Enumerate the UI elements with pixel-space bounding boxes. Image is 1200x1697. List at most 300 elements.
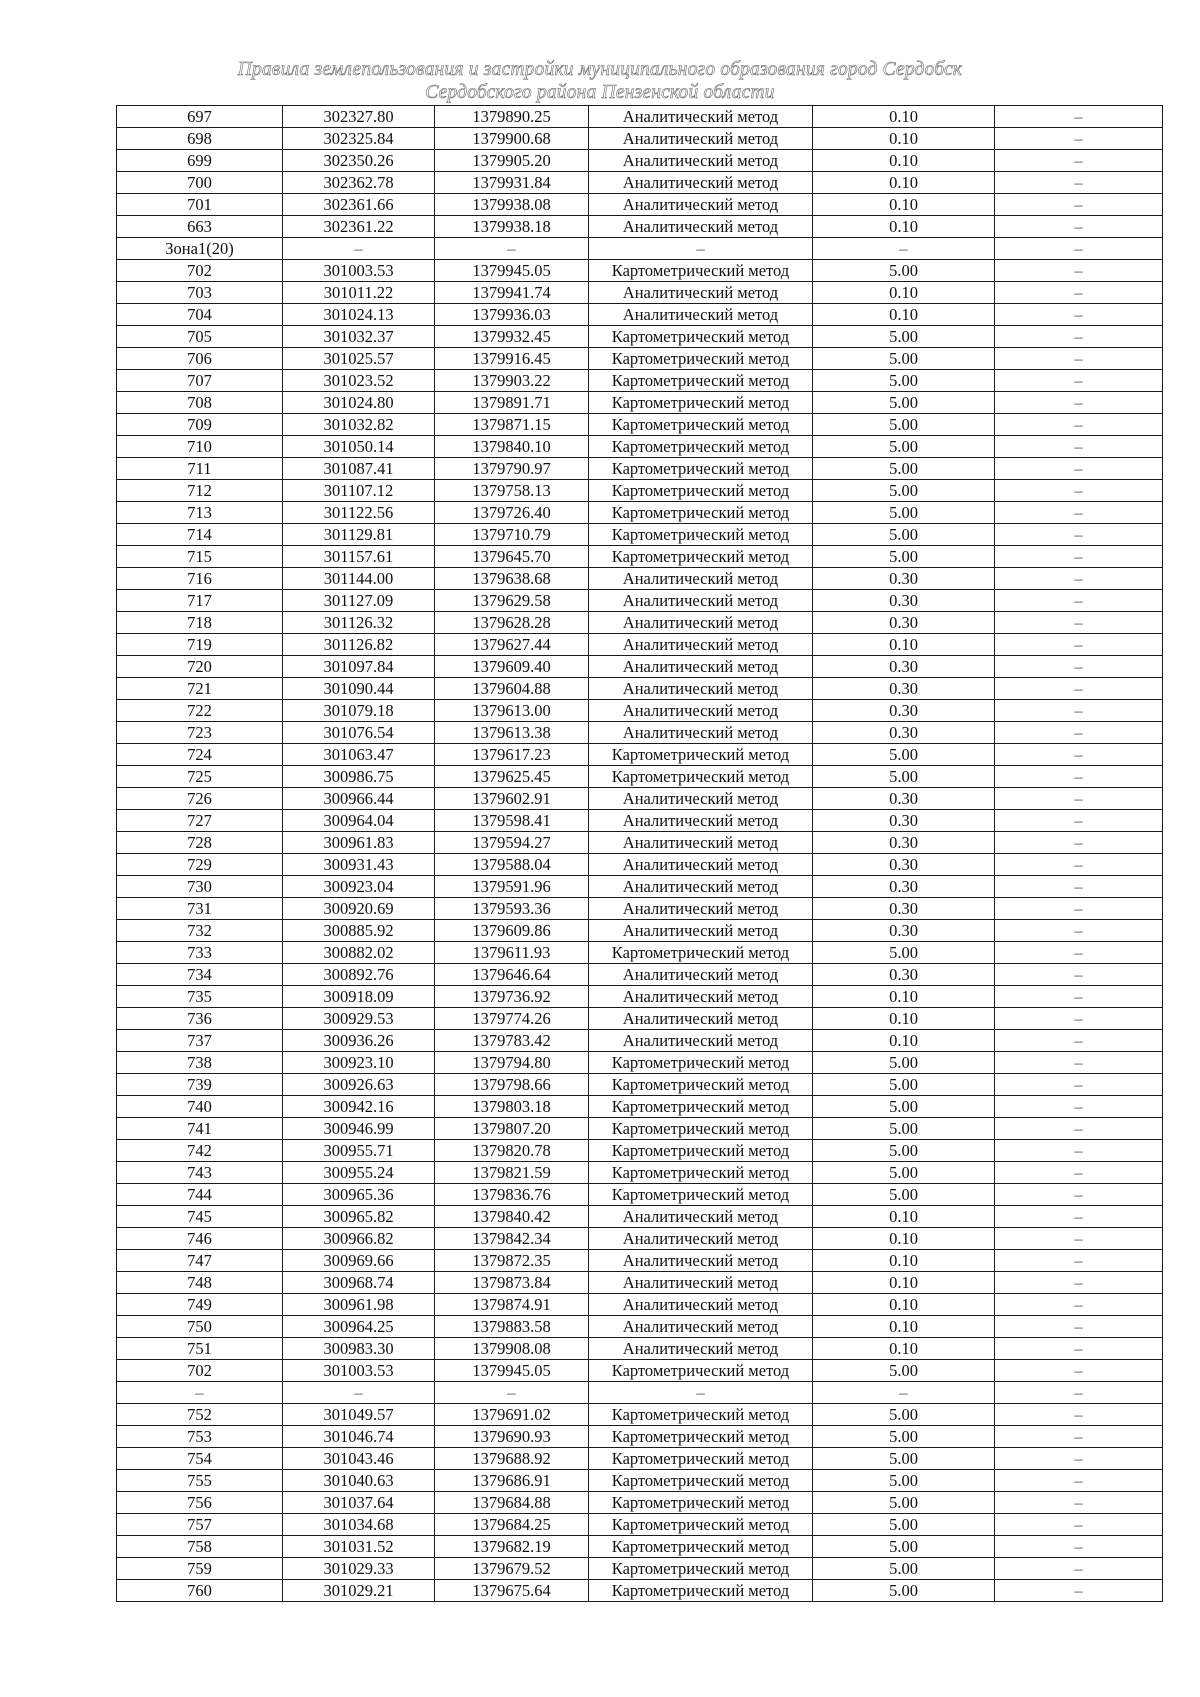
table-row <box>117 436 1163 458</box>
table-row <box>117 326 1163 348</box>
accuracy-cell: 5.00 <box>813 1096 995 1118</box>
accuracy-cell: 0.10 <box>813 1272 995 1294</box>
point-number-cell: 756 <box>117 1492 283 1514</box>
description-cell: – <box>995 524 1163 546</box>
accuracy-cell: 0.10 <box>813 634 995 656</box>
description-cell: – <box>995 788 1163 810</box>
method-cell: Аналитический метод <box>589 1250 813 1272</box>
table-row <box>117 1360 1163 1382</box>
method-cell: Картометрический метод <box>589 1096 813 1118</box>
table-row <box>117 1184 1163 1206</box>
accuracy-cell: 5.00 <box>813 348 995 370</box>
x-coordinate-cell: 301031.52 <box>283 1536 435 1558</box>
x-coordinate-cell: 300968.74 <box>283 1272 435 1294</box>
table-row <box>117 942 1163 964</box>
description-cell: – <box>995 634 1163 656</box>
table-row <box>117 480 1163 502</box>
method-cell: Картометрический метод <box>589 260 813 282</box>
description-cell: – <box>995 1008 1163 1030</box>
point-number-cell: 737 <box>117 1030 283 1052</box>
y-coordinate-cell: 1379900.68 <box>435 128 589 150</box>
table-row <box>117 1580 1163 1602</box>
table-row <box>117 238 1163 260</box>
table-row <box>117 832 1163 854</box>
method-cell: Картометрический метод <box>589 326 813 348</box>
method-cell: Картометрический метод <box>589 502 813 524</box>
method-cell: Аналитический метод <box>589 612 813 634</box>
y-coordinate-cell: 1379629.58 <box>435 590 589 612</box>
y-coordinate-cell: 1379871.15 <box>435 414 589 436</box>
point-number-cell: 742 <box>117 1140 283 1162</box>
accuracy-cell: 0.30 <box>813 678 995 700</box>
accuracy-cell: 5.00 <box>813 1558 995 1580</box>
description-cell: – <box>995 568 1163 590</box>
table-row <box>117 304 1163 326</box>
accuracy-cell: 5.00 <box>813 1580 995 1602</box>
point-number-cell: 741 <box>117 1118 283 1140</box>
accuracy-cell: – <box>813 238 995 260</box>
method-cell: Картометрический метод <box>589 766 813 788</box>
point-number-cell: 703 <box>117 282 283 304</box>
description-cell: – <box>995 1514 1163 1536</box>
method-cell: Картометрический метод <box>589 348 813 370</box>
point-number-cell: 746 <box>117 1228 283 1250</box>
description-cell: – <box>995 854 1163 876</box>
x-coordinate-cell: 301122.56 <box>283 502 435 524</box>
table-row <box>117 260 1163 282</box>
point-number-cell: 720 <box>117 656 283 678</box>
y-coordinate-cell: 1379591.96 <box>435 876 589 898</box>
method-cell: Аналитический метод <box>589 304 813 326</box>
y-coordinate-cell: 1379931.84 <box>435 172 589 194</box>
y-coordinate-cell: 1379726.40 <box>435 502 589 524</box>
point-number-cell: 745 <box>117 1206 283 1228</box>
accuracy-cell: 0.10 <box>813 1228 995 1250</box>
y-coordinate-cell: 1379593.36 <box>435 898 589 920</box>
method-cell: Аналитический метод <box>589 1228 813 1250</box>
description-cell: – <box>995 1140 1163 1162</box>
method-cell: Картометрический метод <box>589 942 813 964</box>
y-coordinate-cell: 1379691.02 <box>435 1404 589 1426</box>
table-row <box>117 194 1163 216</box>
table-row <box>117 282 1163 304</box>
point-number-cell: 749 <box>117 1294 283 1316</box>
description-cell: – <box>995 370 1163 392</box>
x-coordinate-cell: 300918.09 <box>283 986 435 1008</box>
x-coordinate-cell: 301032.37 <box>283 326 435 348</box>
method-cell: Картометрический метод <box>589 524 813 546</box>
point-number-cell: 755 <box>117 1470 283 1492</box>
point-number-cell: 722 <box>117 700 283 722</box>
method-cell: Аналитический метод <box>589 216 813 238</box>
y-coordinate-cell: 1379873.84 <box>435 1272 589 1294</box>
table-row <box>117 1118 1163 1140</box>
method-cell: Аналитический метод <box>589 722 813 744</box>
table-row <box>117 1338 1163 1360</box>
description-cell: – <box>995 326 1163 348</box>
y-coordinate-cell: 1379932.45 <box>435 326 589 348</box>
point-number-cell: 712 <box>117 480 283 502</box>
method-cell: Аналитический метод <box>589 150 813 172</box>
description-cell: – <box>995 832 1163 854</box>
accuracy-cell: 5.00 <box>813 414 995 436</box>
table-row <box>117 590 1163 612</box>
point-number-cell: 725 <box>117 766 283 788</box>
x-coordinate-cell: 301097.84 <box>283 656 435 678</box>
y-coordinate-cell: 1379938.18 <box>435 216 589 238</box>
table-row <box>117 1206 1163 1228</box>
table-row <box>117 1426 1163 1448</box>
point-number-cell: 748 <box>117 1272 283 1294</box>
description-cell: – <box>995 612 1163 634</box>
accuracy-cell: 5.00 <box>813 744 995 766</box>
table-row <box>117 392 1163 414</box>
point-number-cell: 723 <box>117 722 283 744</box>
point-number-cell: 739 <box>117 1074 283 1096</box>
point-number-cell: 702 <box>117 1360 283 1382</box>
accuracy-cell: 0.30 <box>813 810 995 832</box>
accuracy-cell: 0.10 <box>813 282 995 304</box>
method-cell: Картометрический метод <box>589 414 813 436</box>
accuracy-cell: 5.00 <box>813 1118 995 1140</box>
method-cell: Аналитический метод <box>589 1294 813 1316</box>
table-row <box>117 854 1163 876</box>
method-cell: Аналитический метод <box>589 854 813 876</box>
point-number-cell: 732 <box>117 920 283 942</box>
point-number-cell: 734 <box>117 964 283 986</box>
x-coordinate-cell: 301126.32 <box>283 612 435 634</box>
y-coordinate-cell: 1379645.70 <box>435 546 589 568</box>
y-coordinate-cell: 1379945.05 <box>435 260 589 282</box>
x-coordinate-cell: 301003.53 <box>283 260 435 282</box>
x-coordinate-cell: – <box>283 238 435 260</box>
x-coordinate-cell: 300923.04 <box>283 876 435 898</box>
table-row <box>117 414 1163 436</box>
table-row <box>117 700 1163 722</box>
y-coordinate-cell: 1379613.00 <box>435 700 589 722</box>
x-coordinate-cell: 300955.71 <box>283 1140 435 1162</box>
point-number-cell: Зона1(20) <box>117 238 283 260</box>
point-number-cell: 752 <box>117 1404 283 1426</box>
y-coordinate-cell: 1379891.71 <box>435 392 589 414</box>
description-cell: – <box>995 1294 1163 1316</box>
table-row <box>117 656 1163 678</box>
accuracy-cell: 5.00 <box>813 392 995 414</box>
table-row <box>117 1448 1163 1470</box>
coordinates-table <box>116 105 1163 1602</box>
y-coordinate-cell: 1379945.05 <box>435 1360 589 1382</box>
x-coordinate-cell: 301126.82 <box>283 634 435 656</box>
y-coordinate-cell: 1379684.88 <box>435 1492 589 1514</box>
table-row <box>117 546 1163 568</box>
x-coordinate-cell: 301003.53 <box>283 1360 435 1382</box>
y-coordinate-cell: 1379842.34 <box>435 1228 589 1250</box>
accuracy-cell: 5.00 <box>813 1140 995 1162</box>
x-coordinate-cell: 301024.80 <box>283 392 435 414</box>
accuracy-cell: 0.10 <box>813 150 995 172</box>
method-cell: Картометрический метод <box>589 1580 813 1602</box>
x-coordinate-cell: 300955.24 <box>283 1162 435 1184</box>
point-number-cell: 708 <box>117 392 283 414</box>
description-cell: – <box>995 1162 1163 1184</box>
description-cell: – <box>995 414 1163 436</box>
description-cell: – <box>995 942 1163 964</box>
table-row <box>117 1052 1163 1074</box>
table-row <box>117 810 1163 832</box>
description-cell: – <box>995 172 1163 194</box>
y-coordinate-cell: 1379774.26 <box>435 1008 589 1030</box>
point-number-cell: 701 <box>117 194 283 216</box>
accuracy-cell: 5.00 <box>813 436 995 458</box>
y-coordinate-cell: 1379938.08 <box>435 194 589 216</box>
description-cell: – <box>995 216 1163 238</box>
point-number-cell: 735 <box>117 986 283 1008</box>
point-number-cell: 721 <box>117 678 283 700</box>
accuracy-cell: 0.30 <box>813 590 995 612</box>
method-cell: Картометрический метод <box>589 1074 813 1096</box>
y-coordinate-cell: 1379688.92 <box>435 1448 589 1470</box>
x-coordinate-cell: 301049.57 <box>283 1404 435 1426</box>
point-number-cell: 724 <box>117 744 283 766</box>
x-coordinate-cell: 301076.54 <box>283 722 435 744</box>
y-coordinate-cell: 1379602.91 <box>435 788 589 810</box>
point-number-cell: 747 <box>117 1250 283 1272</box>
x-coordinate-cell: 301063.47 <box>283 744 435 766</box>
x-coordinate-cell: 300986.75 <box>283 766 435 788</box>
table-row <box>117 1404 1163 1426</box>
method-cell: Аналитический метод <box>589 634 813 656</box>
accuracy-cell: 0.10 <box>813 106 995 128</box>
description-cell: – <box>995 744 1163 766</box>
method-cell: Картометрический метод <box>589 370 813 392</box>
method-cell: Аналитический метод <box>589 1008 813 1030</box>
x-coordinate-cell: 300964.04 <box>283 810 435 832</box>
description-cell: – <box>995 810 1163 832</box>
point-number-cell: 750 <box>117 1316 283 1338</box>
y-coordinate-cell: 1379820.78 <box>435 1140 589 1162</box>
y-coordinate-cell: 1379836.76 <box>435 1184 589 1206</box>
description-cell: – <box>995 1228 1163 1250</box>
point-number-cell: 700 <box>117 172 283 194</box>
x-coordinate-cell: 300964.25 <box>283 1316 435 1338</box>
method-cell: Картометрический метод <box>589 1360 813 1382</box>
accuracy-cell: 0.30 <box>813 854 995 876</box>
accuracy-cell: 0.10 <box>813 172 995 194</box>
table-row <box>117 502 1163 524</box>
y-coordinate-cell: 1379627.44 <box>435 634 589 656</box>
description-cell: – <box>995 238 1163 260</box>
description-cell: – <box>995 106 1163 128</box>
page-header <box>0 58 1200 104</box>
point-number-cell: 733 <box>117 942 283 964</box>
point-number-cell: 699 <box>117 150 283 172</box>
point-number-cell: 717 <box>117 590 283 612</box>
description-cell: – <box>995 546 1163 568</box>
description-cell: – <box>995 876 1163 898</box>
method-cell: Картометрический метод <box>589 458 813 480</box>
y-coordinate-cell: – <box>435 238 589 260</box>
x-coordinate-cell: 301011.22 <box>283 282 435 304</box>
table-row <box>117 634 1163 656</box>
accuracy-cell: 5.00 <box>813 524 995 546</box>
point-number-cell: 744 <box>117 1184 283 1206</box>
method-cell: Аналитический метод <box>589 832 813 854</box>
method-cell: Аналитический метод <box>589 1030 813 1052</box>
accuracy-cell: 0.30 <box>813 612 995 634</box>
point-number-cell: 754 <box>117 1448 283 1470</box>
x-coordinate-cell: 300969.66 <box>283 1250 435 1272</box>
method-cell: Картометрический метод <box>589 1052 813 1074</box>
x-coordinate-cell: 300961.83 <box>283 832 435 854</box>
y-coordinate-cell: 1379617.23 <box>435 744 589 766</box>
description-cell: – <box>995 722 1163 744</box>
point-number-cell: 718 <box>117 612 283 634</box>
table-row <box>117 612 1163 634</box>
description-cell: – <box>995 700 1163 722</box>
accuracy-cell: 5.00 <box>813 1536 995 1558</box>
accuracy-cell: 5.00 <box>813 260 995 282</box>
header-line-2: Сердобского района Пензенской области <box>425 82 775 103</box>
description-cell: – <box>995 128 1163 150</box>
description-cell: – <box>995 1426 1163 1448</box>
x-coordinate-cell: 300920.69 <box>283 898 435 920</box>
x-coordinate-cell: 301157.61 <box>283 546 435 568</box>
y-coordinate-cell: 1379646.64 <box>435 964 589 986</box>
description-cell: – <box>995 392 1163 414</box>
point-number-cell: 738 <box>117 1052 283 1074</box>
accuracy-cell: 0.30 <box>813 920 995 942</box>
method-cell: Картометрический метод <box>589 1162 813 1184</box>
x-coordinate-cell: 301025.57 <box>283 348 435 370</box>
description-cell: – <box>995 458 1163 480</box>
x-coordinate-cell: – <box>283 1382 435 1404</box>
method-cell: Картометрический метод <box>589 1140 813 1162</box>
table-row <box>117 106 1163 128</box>
point-number-cell: – <box>117 1382 283 1404</box>
description-cell: – <box>995 1382 1163 1404</box>
method-cell: Картометрический метод <box>589 1514 813 1536</box>
y-coordinate-cell: 1379736.92 <box>435 986 589 1008</box>
accuracy-cell: 0.30 <box>813 876 995 898</box>
accuracy-cell: 0.30 <box>813 788 995 810</box>
x-coordinate-cell: 300946.99 <box>283 1118 435 1140</box>
x-coordinate-cell: 301079.18 <box>283 700 435 722</box>
y-coordinate-cell: 1379679.52 <box>435 1558 589 1580</box>
x-coordinate-cell: 301087.41 <box>283 458 435 480</box>
x-coordinate-cell: 302327.80 <box>283 106 435 128</box>
accuracy-cell: 0.10 <box>813 1338 995 1360</box>
accuracy-cell: 0.10 <box>813 1294 995 1316</box>
accuracy-cell: 0.30 <box>813 964 995 986</box>
accuracy-cell: 5.00 <box>813 370 995 392</box>
point-number-cell: 714 <box>117 524 283 546</box>
description-cell: – <box>995 1338 1163 1360</box>
x-coordinate-cell: 300926.63 <box>283 1074 435 1096</box>
y-coordinate-cell: 1379905.20 <box>435 150 589 172</box>
method-cell: Картометрический метод <box>589 744 813 766</box>
method-cell: Аналитический метод <box>589 964 813 986</box>
description-cell: – <box>995 766 1163 788</box>
table-row <box>117 524 1163 546</box>
x-coordinate-cell: 301107.12 <box>283 480 435 502</box>
accuracy-cell: 5.00 <box>813 1470 995 1492</box>
accuracy-cell: 0.30 <box>813 700 995 722</box>
y-coordinate-cell: 1379609.40 <box>435 656 589 678</box>
point-number-cell: 753 <box>117 1426 283 1448</box>
table-row <box>117 986 1163 1008</box>
y-coordinate-cell: 1379598.41 <box>435 810 589 832</box>
accuracy-cell: 0.10 <box>813 1206 995 1228</box>
x-coordinate-cell: 301050.14 <box>283 436 435 458</box>
method-cell: Аналитический метод <box>589 1338 813 1360</box>
method-cell: Картометрический метод <box>589 1184 813 1206</box>
point-number-cell: 710 <box>117 436 283 458</box>
accuracy-cell: 5.00 <box>813 326 995 348</box>
method-cell: Картометрический метод <box>589 1470 813 1492</box>
y-coordinate-cell: 1379611.93 <box>435 942 589 964</box>
y-coordinate-cell: 1379916.45 <box>435 348 589 370</box>
table-row <box>117 458 1163 480</box>
accuracy-cell: 0.10 <box>813 986 995 1008</box>
y-coordinate-cell: 1379790.97 <box>435 458 589 480</box>
table-row <box>117 788 1163 810</box>
point-number-cell: 758 <box>117 1536 283 1558</box>
point-number-cell: 697 <box>117 106 283 128</box>
point-number-cell: 704 <box>117 304 283 326</box>
point-number-cell: 663 <box>117 216 283 238</box>
point-number-cell: 707 <box>117 370 283 392</box>
y-coordinate-cell: 1379883.58 <box>435 1316 589 1338</box>
x-coordinate-cell: 302361.22 <box>283 216 435 238</box>
y-coordinate-cell: 1379686.91 <box>435 1470 589 1492</box>
point-number-cell: 759 <box>117 1558 283 1580</box>
method-cell: Аналитический метод <box>589 282 813 304</box>
accuracy-cell: 0.30 <box>813 832 995 854</box>
table-row <box>117 150 1163 172</box>
y-coordinate-cell: 1379675.64 <box>435 1580 589 1602</box>
method-cell: Аналитический метод <box>589 986 813 1008</box>
method-cell: Картометрический метод <box>589 436 813 458</box>
description-cell: – <box>995 1404 1163 1426</box>
description-cell: – <box>995 1184 1163 1206</box>
point-number-cell: 715 <box>117 546 283 568</box>
table-row <box>117 568 1163 590</box>
description-cell: – <box>995 1558 1163 1580</box>
accuracy-cell: 5.00 <box>813 1492 995 1514</box>
table-row <box>117 1096 1163 1118</box>
method-cell: Аналитический метод <box>589 788 813 810</box>
y-coordinate-cell: 1379638.68 <box>435 568 589 590</box>
table-row <box>117 128 1163 150</box>
description-cell: – <box>995 1360 1163 1382</box>
accuracy-cell: – <box>813 1382 995 1404</box>
x-coordinate-cell: 300965.82 <box>283 1206 435 1228</box>
accuracy-cell: 5.00 <box>813 1052 995 1074</box>
description-cell: – <box>995 898 1163 920</box>
y-coordinate-cell: 1379872.35 <box>435 1250 589 1272</box>
description-cell: – <box>995 1250 1163 1272</box>
accuracy-cell: 0.30 <box>813 898 995 920</box>
description-cell: – <box>995 1470 1163 1492</box>
y-coordinate-cell: 1379807.20 <box>435 1118 589 1140</box>
y-coordinate-cell: 1379588.04 <box>435 854 589 876</box>
description-cell: – <box>995 480 1163 502</box>
table-row <box>117 1272 1163 1294</box>
table-row <box>117 876 1163 898</box>
point-number-cell: 751 <box>117 1338 283 1360</box>
description-cell: – <box>995 194 1163 216</box>
x-coordinate-cell: 300882.02 <box>283 942 435 964</box>
